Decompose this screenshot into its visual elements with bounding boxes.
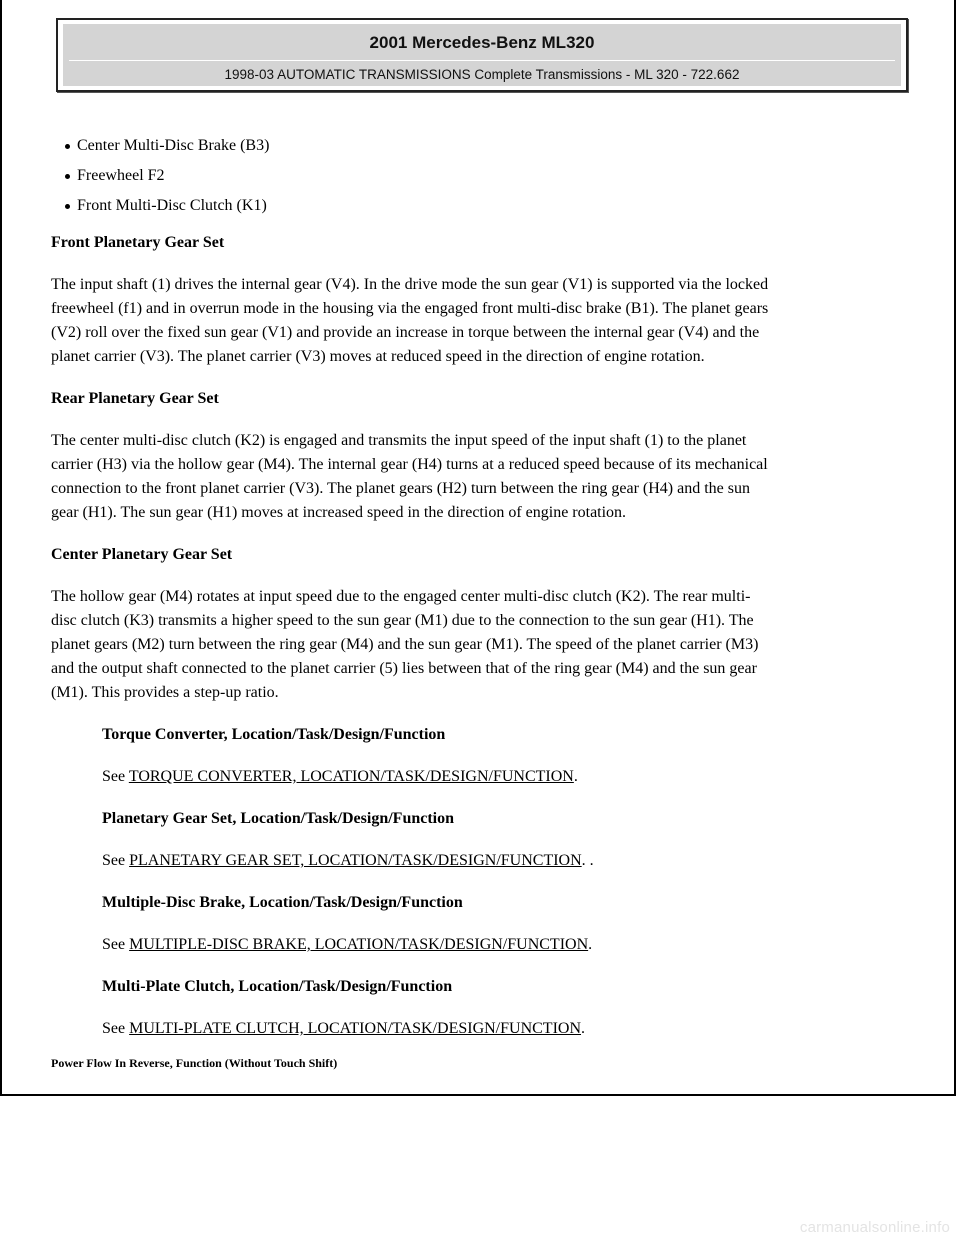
see-label: See [102,1020,126,1037]
section-heading-front: Front Planetary Gear Set [51,234,225,251]
header-panel [63,24,901,86]
reference-suffix: . . [581,852,594,869]
reference-suffix: . [588,936,593,953]
list-item-text: Center Multi-Disc Brake (B3) [77,137,270,154]
section-heading-rear: Rear Planetary Gear Set [51,390,219,407]
text-line: freewheel (f1) and in overrun mode in the housing via the engaged front multi-disc brake (B1). The planet gears [51,300,769,317]
reference-suffix: . [581,1020,586,1037]
reference-block-torque-converter [51,723,911,789]
document-header [56,18,908,92]
text-line: The center multi-disc clutch (K2) is engaged and transmits the input speed of the input shaft (1) to the planet [51,432,747,449]
reference-heading: Multiple-Disc Brake, Location/Task/Design/Function [102,894,463,911]
component-list [51,134,911,218]
reference-heading: Planetary Gear Set, Location/Task/Design/Function [102,810,455,827]
paragraph-rear [51,429,911,525]
see-label: See [102,852,126,869]
document-body [51,134,911,1071]
text-line: carrier (H3) via the hollow gear (M4). The internal gear (H4) turns at a reduced speed because of its mechanical [51,456,768,473]
reference-heading: Multi-Plate Clutch, Location/Task/Design/Function [102,978,453,995]
torque-converter-link[interactable]: TORQUE CONVERTER, LOCATION/TASK/DESIGN/FUNCTION [128,768,574,785]
list-item [51,164,911,188]
multiple-disc-brake-link[interactable]: MULTIPLE-DISC BRAKE, LOCATION/TASK/DESIGN/FUNCTION [129,936,589,953]
paragraph-front [51,273,911,369]
list-item [51,194,911,218]
reference-suffix: . [573,768,578,785]
list-item [51,134,911,158]
multi-plate-clutch-link[interactable]: MULTI-PLATE CLUTCH, LOCATION/TASK/DESIGN/FUNCTION [129,1020,582,1037]
paragraph-center [51,585,911,705]
text-line: The input shaft (1) drives the internal gear (V4). In the drive mode the sun gear (V1) is supported via the locked [51,276,769,293]
bullet-icon [65,144,70,149]
reference-block-planetary-gear-set [51,807,911,873]
text-line: gear (H1). The sun gear (H1) moves at increased speed in the direction of engine rotation. [51,504,627,521]
bullet-icon [65,204,70,209]
planetary-gear-set-link[interactable]: PLANETARY GEAR SET, LOCATION/TASK/DESIGN/FUNCTION [129,852,582,869]
text-line: planet gears (M2) turn between the ring gear (M4) and the sun gear (M1). The speed of the planet carrier (M3) [51,636,759,653]
reference-block-multi-plate-clutch [51,975,911,1041]
watermark-text: carmanualsonline.info [799,1219,950,1236]
reference-block-multiple-disc-brake [51,891,911,957]
header-divider [69,60,895,61]
text-line: (M1). This provides a step-up ratio. [51,684,279,701]
text-line: and the output shaft connected to the planet carrier (5) lies between that of the ring gear (M4) and the sun gear [51,660,757,677]
see-label: See [102,768,126,785]
bullet-icon [65,174,70,179]
text-line: disc clutch (K3) transmits a higher speed to the sun gear (M1) due to the connection to the sun gear (H1). The [51,612,754,629]
text-line: (V2) roll over the fixed sun gear (V1) and provide an increase in torque between the internal gear (V4) and the [51,324,760,341]
text-line: The hollow gear (M4) rotates at input speed due to the engaged center multi-disc clutch (K2). The rear multi- [51,588,751,605]
list-item-text: Front Multi-Disc Clutch (K1) [77,197,267,214]
section-heading-power-flow-reverse: Power Flow In Reverse, Function (Without Touch Shift) [51,1056,338,1070]
see-label: See [102,936,126,953]
section-heading-center: Center Planetary Gear Set [51,546,233,563]
text-line: connection to the front planet carrier (V3). The planet gears (H2) turn between the ring gear (H4) and the sun [51,480,750,497]
header-subtitle: 1998-03 AUTOMATIC TRANSMISSIONS Complete Transmissions - ML 320 - 722.662 [224,67,740,82]
text-line: planet carrier (V3). The planet carrier (V3) moves at reduced speed in the direction of engine rotation. [51,348,705,365]
header-title: 2001 Mercedes-Benz ML320 [369,33,595,52]
list-item-text: Freewheel F2 [77,167,165,184]
reference-heading: Torque Converter, Location/Task/Design/Function [102,726,446,743]
